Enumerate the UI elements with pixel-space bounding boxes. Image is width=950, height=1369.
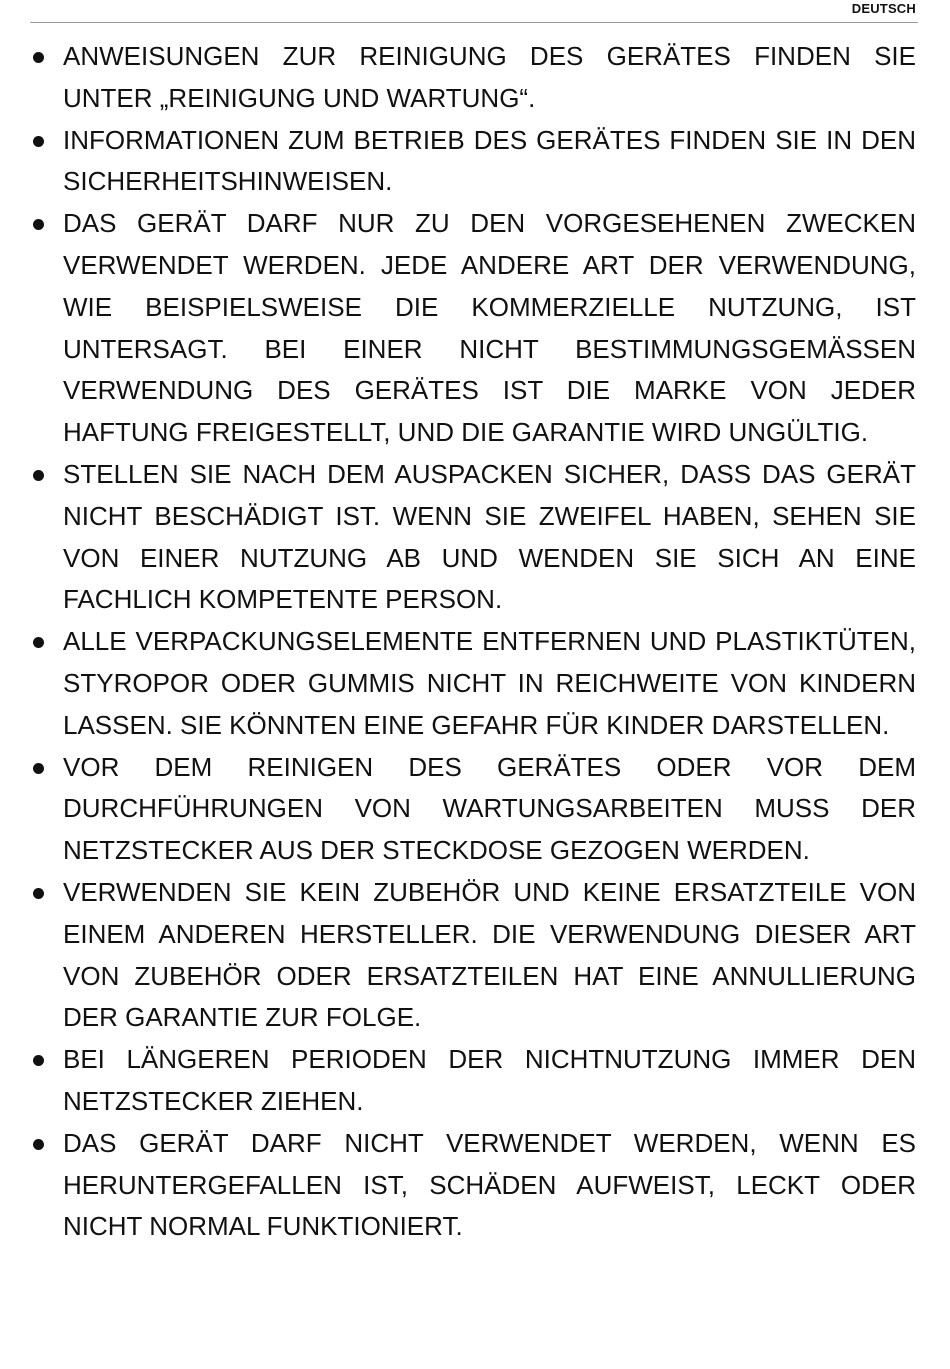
list-item-text: DAS GERÄT DARF NICHT VERWENDET WERDEN, WENN ES HERUNTERGEFALLEN IST, SCHÄDEN AUFWEIST, LECKT ODER NICHT NORMAL FUNKTIONIERT. <box>63 1127 916 1242</box>
list-item-text: VERWENDEN SIE KEIN ZUBEHÖR UND KEINE ERSATZTEILE VON EINEM ANDEREN HERSTELLER. DIE VERWENDUNG DIESER ART VON ZUBEHÖR ODER ERSATZTEILEN HAT EINE ANNULLIERUNG DER GARANTIE ZUR FOLGE. <box>63 876 916 1033</box>
list-item-text: ALLE VERPACKUNGSELEMENTE ENTFERNEN UND PLASTIKTÜTEN, STYROPOR ODER GUMMIS NICHT IN REICHWEITE VON KINDERN LASSEN. SIE KÖNNTEN EINE GEFAHR FÜR KINDER DARSTELLEN. <box>63 626 916 740</box>
bullet-icon <box>33 136 44 147</box>
list-item <box>30 120 916 204</box>
page-header <box>30 0 918 23</box>
list-item-text: ANWEISUNGEN ZUR REINIGUNG DES GERÄTES FINDEN SIE UNTER „REINIGUNG UND WARTUNG“. <box>63 41 916 113</box>
bullet-icon <box>33 637 44 648</box>
list-item <box>30 747 916 872</box>
language-label: DEUTSCH <box>851 1 916 16</box>
list-item <box>30 1039 916 1123</box>
list-item <box>30 621 916 746</box>
bullet-icon <box>33 470 44 481</box>
bullet-icon <box>33 1139 44 1150</box>
list-item-text: BEI LÄNGEREN PERIODEN DER NICHTNUTZUNG IMMER DEN NETZSTECKER ZIEHEN. <box>63 1044 916 1116</box>
list-item <box>30 203 916 454</box>
list-item <box>30 872 916 1039</box>
bullet-icon <box>33 219 44 230</box>
list-item <box>30 36 916 120</box>
bullet-icon <box>33 763 44 774</box>
bullet-icon <box>33 52 44 63</box>
list-item <box>30 1123 916 1248</box>
list-item-text: STELLEN SIE NACH DEM AUSPACKEN SICHER, DASS DAS GERÄT NICHT BESCHÄDIGT IST. WENN SIE ZWEIFEL HABEN, SEHEN SIE VON EINER NUTZUNG AB UND WENDEN SIE SICH AN EINE FACHLICH KOMPETENTE PERSON. <box>63 458 916 615</box>
bullet-icon <box>33 1055 44 1066</box>
list-item <box>30 454 916 621</box>
list-item-text: INFORMATIONEN ZUM BETRIEB DES GERÄTES FINDEN SIE IN DEN SICHERHEITSHINWEISEN. <box>63 124 916 197</box>
safety-instructions-list <box>30 36 916 1248</box>
list-item-text: VOR DEM REINIGEN DES GERÄTES ODER VOR DEM DURCHFÜHRUNGEN VON WARTUNGSARBEITEN MUSS DER NETZSTECKER AUS DER STECKDOSE GEZOGEN WERDEN. <box>63 751 916 866</box>
list-item-text: DAS GERÄT DARF NUR ZU DEN VORGESEHENEN ZWECKEN VERWENDET WERDEN. JEDE ANDERE ART DER VERWENDUNG, WIE BEISPIELSWEISE DIE KOMMERZIELLE NUTZUNG, IST UNTERSAGT. BEI EINER NICHT BESTIMMUNGSGEMÄSSEN VERWENDUNG DES GERÄTES IST DIE MARKE VON JEDER HAFTUNG FREIGESTELLT, UND DIE GARANTIE WIRD UNGÜLTIG. <box>63 208 916 448</box>
bullet-icon <box>33 888 44 899</box>
